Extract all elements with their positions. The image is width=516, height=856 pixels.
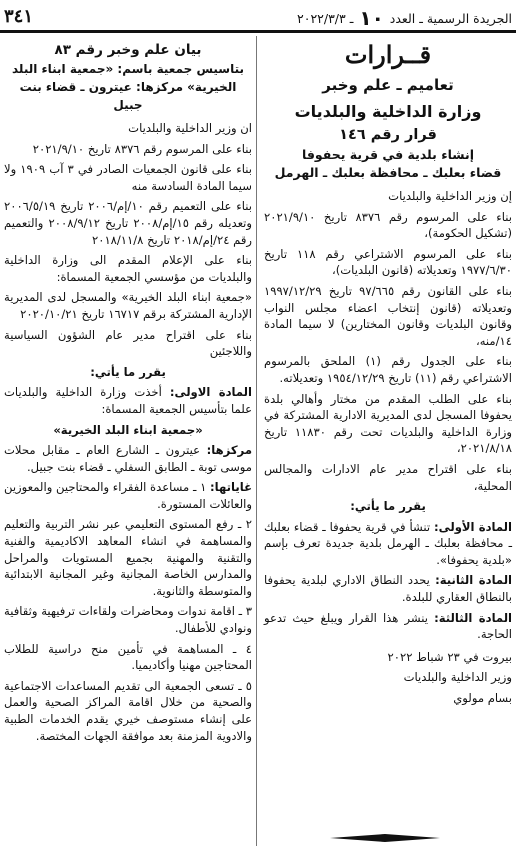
decides-heading: يقرر ما يأتي: bbox=[350, 499, 426, 514]
decision-paragraph: بناء على المرسوم رقم ٨٣٧٦ تاريخ ٢٠٢١/٩/١٠ (تشكيل الحكومة)، bbox=[264, 209, 512, 241]
decides-heading: يقرر ما يأتي: bbox=[90, 364, 166, 379]
issue-date: ـ ٢٠٢٢/٣/٣ bbox=[297, 11, 354, 26]
statement-paragraph: بناء على اقتراح مدير عام الشؤون السياسية واللاجئين bbox=[4, 327, 252, 359]
statement-article-1 bbox=[4, 384, 252, 417]
decision-title-line1: إنشاء بلدية في قرية يحفوفا bbox=[302, 147, 474, 162]
column-divider bbox=[256, 36, 257, 846]
decision-paragraph: بناء على اقتراح مدير عام الادارات والمجالس المحلية، bbox=[264, 461, 512, 493]
end-ornament bbox=[330, 834, 440, 842]
goals bbox=[4, 479, 252, 512]
article-3 bbox=[264, 610, 512, 643]
gazette-name: الجريدة الرسمية ـ العدد bbox=[389, 11, 512, 26]
decision-intro: إن وزير الداخلية والبلديات bbox=[388, 189, 512, 203]
gazette-title bbox=[297, 6, 512, 30]
statement-paragraph: بناء على قانون الجمعيات الصادر في ٣ آب ١٩٠٩ ولا سيما المادة السادسة منه bbox=[4, 162, 252, 193]
decision-number: قرار رقم ١٤٦ bbox=[339, 127, 437, 143]
goals-label: غاياتها: bbox=[210, 480, 253, 495]
decision-title-line2: قضاء بعلبك ـ محافظة بعلبك ـ الهرمل bbox=[274, 165, 502, 180]
issue-number: ١٠ bbox=[359, 6, 384, 30]
statement-column bbox=[4, 36, 252, 748]
statement-intro: ان وزير الداخلية والبلديات bbox=[128, 121, 252, 135]
place-date: بيروت في ٢٣ شباط ٢٠٢٢ bbox=[387, 649, 512, 664]
association-name: «جمعية ابناء البلد الخيرية» bbox=[53, 422, 203, 437]
statement-paragraph: بناء على المرسوم رقم ٨٣٧٦ تاريخ ٢٠٢١/٩/١٠ bbox=[32, 141, 252, 156]
association-line2: الخيرية» مركزها: عيترون ـ قضاء بنت جبيل bbox=[19, 80, 237, 112]
section-title: قــرارات bbox=[344, 40, 432, 69]
article-3-text: ينشر هذا القرار ويبلغ حيث تدعو الحاجة. bbox=[264, 610, 512, 642]
goal-item: ١ ـ مساعدة الفقراء والمحتاجين والمعوزين والعائلات المستورة. bbox=[4, 480, 252, 511]
goal-item: ٥ ـ تسعى الجمعية الى تقديم المساعدات الاجتماعية والصحية من خلال اقامة المراكز الصحية والعمل على إنشاء مستوصف خيري يقدم الخدمات الطبية والادوية المزمنة بعد موافقة الجهات المختصة. bbox=[4, 678, 252, 743]
header-rule bbox=[0, 30, 516, 33]
goal-item: ٤ ـ المساهمة في تأمين منح دراسية للطلاب المحتاجين مهنيا وأكاديميا. bbox=[4, 641, 252, 673]
statement-article-1-text: أخذت وزارة الداخلية والبلديات علما بتأسيس الجمعية المسماة: bbox=[4, 385, 252, 416]
decision-paragraph: بناء على الطلب المقدم من مختار وأهالي بلدة يحفوفا المسجل لدى المديرية الادارية المشتركة في وزارة الداخلية والبلديات تحت رقم ١١٨٣٠ تاريخ ٢٠٢١/٨/١٨، bbox=[264, 391, 512, 456]
article-2-label: المادة الثانية: bbox=[435, 573, 513, 588]
headquarters-label: مركزها: bbox=[206, 443, 252, 458]
statement-paragraph: بناء على الإعلام المقدم الى وزارة الداخلية والبلديات من مؤسسي الجمعية المسماة: bbox=[4, 253, 252, 284]
statement-paragraph: «جمعية ابناء البلد الخيرية» والمسجل لدى المديرية الإدارية المشتركة برقم ١٦٧١٧ تاريخ ٢٠٢٠/١٠/٢١ bbox=[4, 290, 252, 321]
section-subtitle: تعاميم ـ علم وخبر bbox=[322, 76, 454, 94]
ministry-heading: وزارة الداخلية والبلديات bbox=[294, 102, 482, 121]
article-1 bbox=[264, 519, 512, 569]
goal-item: ٣ ـ اقامة ندوات ومحاضرات ولقاءات ترفيهية وثقافية ونوادي للأطفال. bbox=[4, 604, 252, 636]
article-2 bbox=[264, 572, 512, 605]
article-2-text: يحدد النطاق الاداري لبلدية يحفوفا بالنطاق العقاري للبلدة. bbox=[264, 573, 512, 605]
decisions-column bbox=[264, 36, 512, 711]
statement-article-1-label: المادة الاولى: bbox=[169, 385, 252, 400]
article-1-label: المادة الأولى: bbox=[433, 519, 512, 534]
statement-title: بيان علم وخبر رقم ٨٣ bbox=[54, 42, 202, 58]
article-3-label: المادة الثالثة: bbox=[434, 610, 513, 625]
decision-paragraph: بناء على الجدول رقم (١) الملحق بالمرسوم الاشتراعي رقم (١١) تاريخ ١٩٥٤/١٢/٢٩ وتعديلاته. bbox=[264, 354, 512, 385]
page-header bbox=[0, 0, 516, 32]
goal-item: ٢ ـ رفع المستوى التعليمي عبر نشر التربية والتعليم والمساهمة في انشاء المعاهد الاكاديمية والفنية والتقنية والمهنية بجميع المستويات والمراحل والمدارس الخاصة المجانية وغير المجانية الابتدائية والمتوسطة والثانوية. bbox=[4, 517, 252, 598]
association-line1: بتاسيس جمعية باسم: «جمعية ابناء البلد bbox=[11, 62, 245, 76]
page-number: ٣٤١ bbox=[4, 6, 34, 27]
headquarters-text: عيترون ـ الشارع العام ـ مقابل محلات موسى توبة ـ الطابق السفلي ـ قضاء بنت جبيل. bbox=[4, 443, 252, 474]
headquarters bbox=[4, 442, 252, 475]
statement-paragraph: بناء على التعميم رقم ١٠/إم/٢٠٠٦ تاريخ ٢٠٠٦/٥/١٩ وتعديله رقم ١٥/إم/٢٠٠٨ تاريخ ٢٠٠٨/٩/١٢ والتعميم رقم ٢٤/إم/٢٠١٨ تاريخ ٢٠١٨/١١/٨ bbox=[4, 199, 252, 247]
signatory-name: بسام مولوي bbox=[453, 691, 512, 706]
decision-paragraph: بناء على المرسوم الاشتراعي رقم ١١٨ تاريخ ١٩٧٧/٦/٣٠ وتعديلاته (قانون البلديات)، bbox=[264, 246, 512, 278]
article-1-text: تنشأ في قرية يحفوفا ـ قضاء بعلبك ـ محافظة بعلبك ـ الهرمل بلدية جديدة تعرف بإسم «بلدية يحفوفا». bbox=[264, 519, 512, 567]
decision-paragraph: بناء على القانون رقم ٩٧/٦٦٥ تاريخ ١٩٩٧/١٢/٢٩ وتعديلاته (قانون إنتخاب اعضاء مجلس النواب وقانون البلديات وقانون المختارين) لا سيما المادة ١٤/منه، bbox=[264, 283, 512, 348]
signatory-title: وزير الداخلية والبلديات bbox=[403, 670, 512, 685]
